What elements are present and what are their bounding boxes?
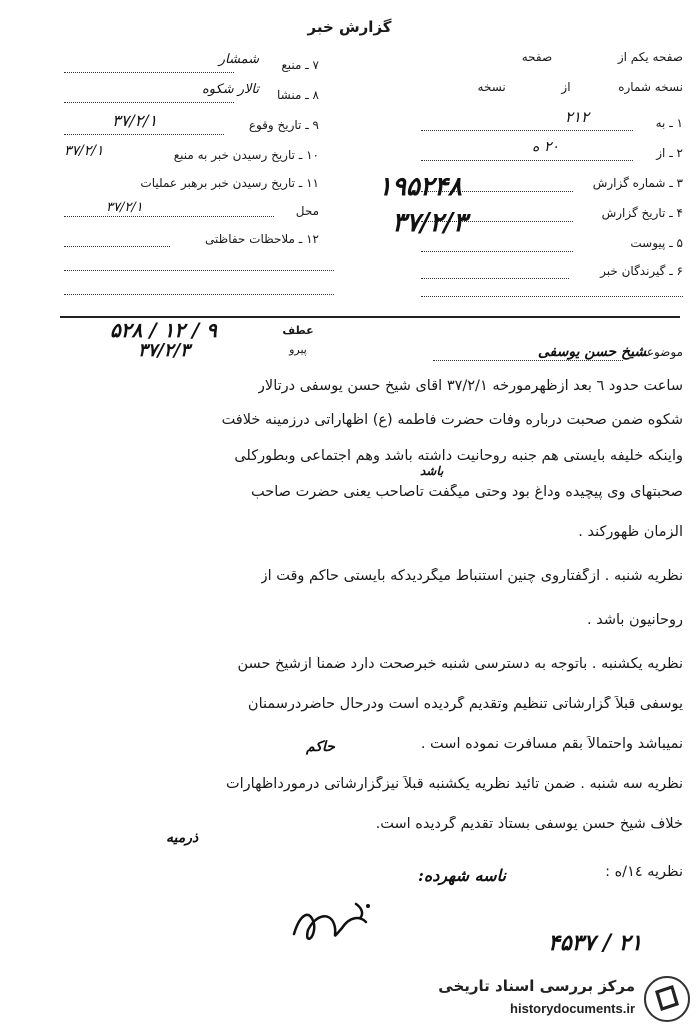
subject-value: شیخ حسن یوسفی: [537, 344, 647, 360]
body-line: الزمان ظهورکند .: [578, 524, 683, 540]
field-label: ۸ ـ منشا: [276, 88, 319, 102]
field-occurrence-date-value: ۳۷/۲/۱: [112, 111, 158, 130]
body-line: صحبتهای وی پیچیده وداغ بود وحتی میگفت تاصاحب یعنی حضرت صاحب: [251, 484, 683, 500]
copy-number-label: نسخه شماره: [618, 80, 683, 94]
body-line: واینکه خلیفه بایستی هم جنبه روحانیت داشته باشد وهم اجتماعی وبطورکلی: [234, 448, 683, 464]
field-security-notes-line-2: [64, 270, 334, 271]
handwritten-report-date: ۳۷/۲/۳: [392, 208, 467, 238]
field-security-notes-line-3: [64, 294, 334, 295]
field-label: ۱۱ ـ تاریخ رسیدن خبر برهبر عملیات: [140, 176, 319, 190]
field-from: [656, 146, 683, 160]
field-recipients-line: [421, 278, 569, 279]
registry-labels: [278, 324, 318, 356]
field-to-value: ۲۱۲: [564, 108, 589, 126]
field-to: [656, 116, 683, 130]
field-label: ۱۰ ـ تاریخ رسیدن خبر به منبع: [173, 148, 319, 162]
field-security-notes-line: [64, 246, 170, 247]
field-source-value: شمشار: [218, 52, 259, 67]
field-origin-line: [64, 102, 234, 103]
field-location-value: ۳۷/۲/۱: [106, 200, 143, 215]
field-attachment-line: [421, 251, 573, 252]
registry-date: ۳۷/۲/۳: [138, 340, 190, 361]
field-source-received: [174, 148, 319, 162]
field-attachment: [630, 236, 683, 250]
field-report-number: [593, 176, 683, 190]
body-line: نظریه یکشنبه . باتوجه به دسترسی شنبه خبرصحت دارد ضمناً ازشیخ حسن: [237, 656, 683, 672]
field-origin: [277, 88, 319, 102]
registry-label-top: عطف: [282, 324, 314, 337]
field-source-line: [64, 72, 234, 73]
handwritten-note-2: ذرمیه: [166, 830, 199, 846]
field-location-line: [64, 216, 274, 217]
field-label: ۷ ـ منبع: [281, 58, 319, 72]
subject-line: [538, 344, 683, 360]
field-to-line: [421, 130, 633, 131]
field-security-notes: [205, 232, 319, 246]
copy-word: نسخه: [477, 80, 506, 94]
field-label: ۱ ـ به: [655, 116, 683, 130]
field-label: ۶ ـ گیرندگان خبر: [600, 264, 683, 278]
body-line: یوسفی قبلاً گزارشاتی تنظیم وتقدیم گردیده است ودرحال حاضردرسمنان: [247, 696, 683, 712]
field-location: [296, 204, 319, 218]
body-line: خلاف شیخ حسن یوسفی بستاد تقدیم گردیده است.: [375, 816, 683, 832]
file-number: ۴۵۳۷ / ۲۱: [548, 930, 643, 956]
registry-label-bottom: پیرو: [289, 343, 307, 356]
archive-logo-icon: [643, 975, 691, 1023]
field-occurrence-date: [249, 118, 319, 132]
signature-icon: [286, 894, 396, 954]
field-label: محل: [295, 204, 319, 218]
field-source: [281, 58, 319, 72]
field-occurrence-date-line: [64, 134, 224, 135]
handwritten-report-number: ۱۹۵۲۴۸: [378, 172, 462, 202]
field-label: ۹ ـ تاریخ وقوع: [248, 118, 319, 132]
field-source-received-value: ۳۷/۲/۱: [64, 143, 104, 159]
body-line: ساعت حدود ٦ بعد ازظهرمورخه ٣٧/٢/١ آقای شیخ حسن یوسفی درتالار: [257, 378, 683, 394]
field-recipients: [600, 264, 683, 278]
handwritten-note-1: حاکم: [306, 739, 335, 755]
copy-number-line: [478, 80, 683, 94]
field-label: ۵ ـ پیوست: [630, 236, 683, 250]
field-report-date: [602, 206, 683, 220]
subject-label: موضوع: [646, 345, 683, 359]
watermark: [401, 975, 691, 1025]
field-operations-received: [140, 176, 319, 190]
field-label: ۳ ـ شماره گزارش: [592, 176, 683, 190]
body-line: نظریه ١٤/ه :: [605, 864, 683, 880]
body-line: نظریه شنبه . ازگفتاروی چنین استنباط میگردیدکه بایستی حاکم وقت از: [260, 568, 683, 584]
page-word: صفحه: [521, 50, 553, 64]
handwritten-insertion: باشد: [420, 464, 444, 478]
body-line: روحانیون باشد .: [587, 612, 683, 628]
body-line: نظریه سه شنبه . ضمن تائید نظریه یکشنبه قبلاً نیزگزارشاتی درمورداظهارات: [225, 776, 683, 792]
body-line: نمیباشد واحتمالاً بقم مسافرت نموده است .: [420, 736, 683, 752]
body-line: شکوه ضمن صحبت درباره وفات حضرت فاطمه (ع) اظهاراتی درزمینه خلافت: [221, 412, 683, 428]
field-recipients-line-2: [421, 296, 683, 297]
field-from-value: ۲۰ ه: [532, 139, 559, 155]
handwritten-note-3: :ناسه شهرده: [418, 866, 506, 885]
field-label: ۲ ـ از: [656, 146, 683, 160]
registry-number: ۵۲۸ / ۱۲ / ۹: [110, 318, 217, 342]
page-of-line: [522, 50, 683, 64]
subject-line-underline: [433, 360, 623, 361]
copy-from-label: از: [561, 80, 571, 94]
document-title: گزارش خبر: [307, 18, 392, 36]
watermark-en: historydocuments.ir: [510, 1001, 635, 1016]
field-label: ۱۲ ـ ملاحظات حفاظتی: [205, 232, 319, 246]
page-of-label: صفحه یکم از: [617, 50, 683, 64]
field-label: ۴ ـ تاریخ گزارش: [601, 206, 683, 220]
watermark-fa: مرکز بررسی اسناد تاریخی: [438, 977, 635, 995]
field-from-line: [421, 160, 633, 161]
field-origin-value: تالار شکوه: [201, 82, 259, 97]
